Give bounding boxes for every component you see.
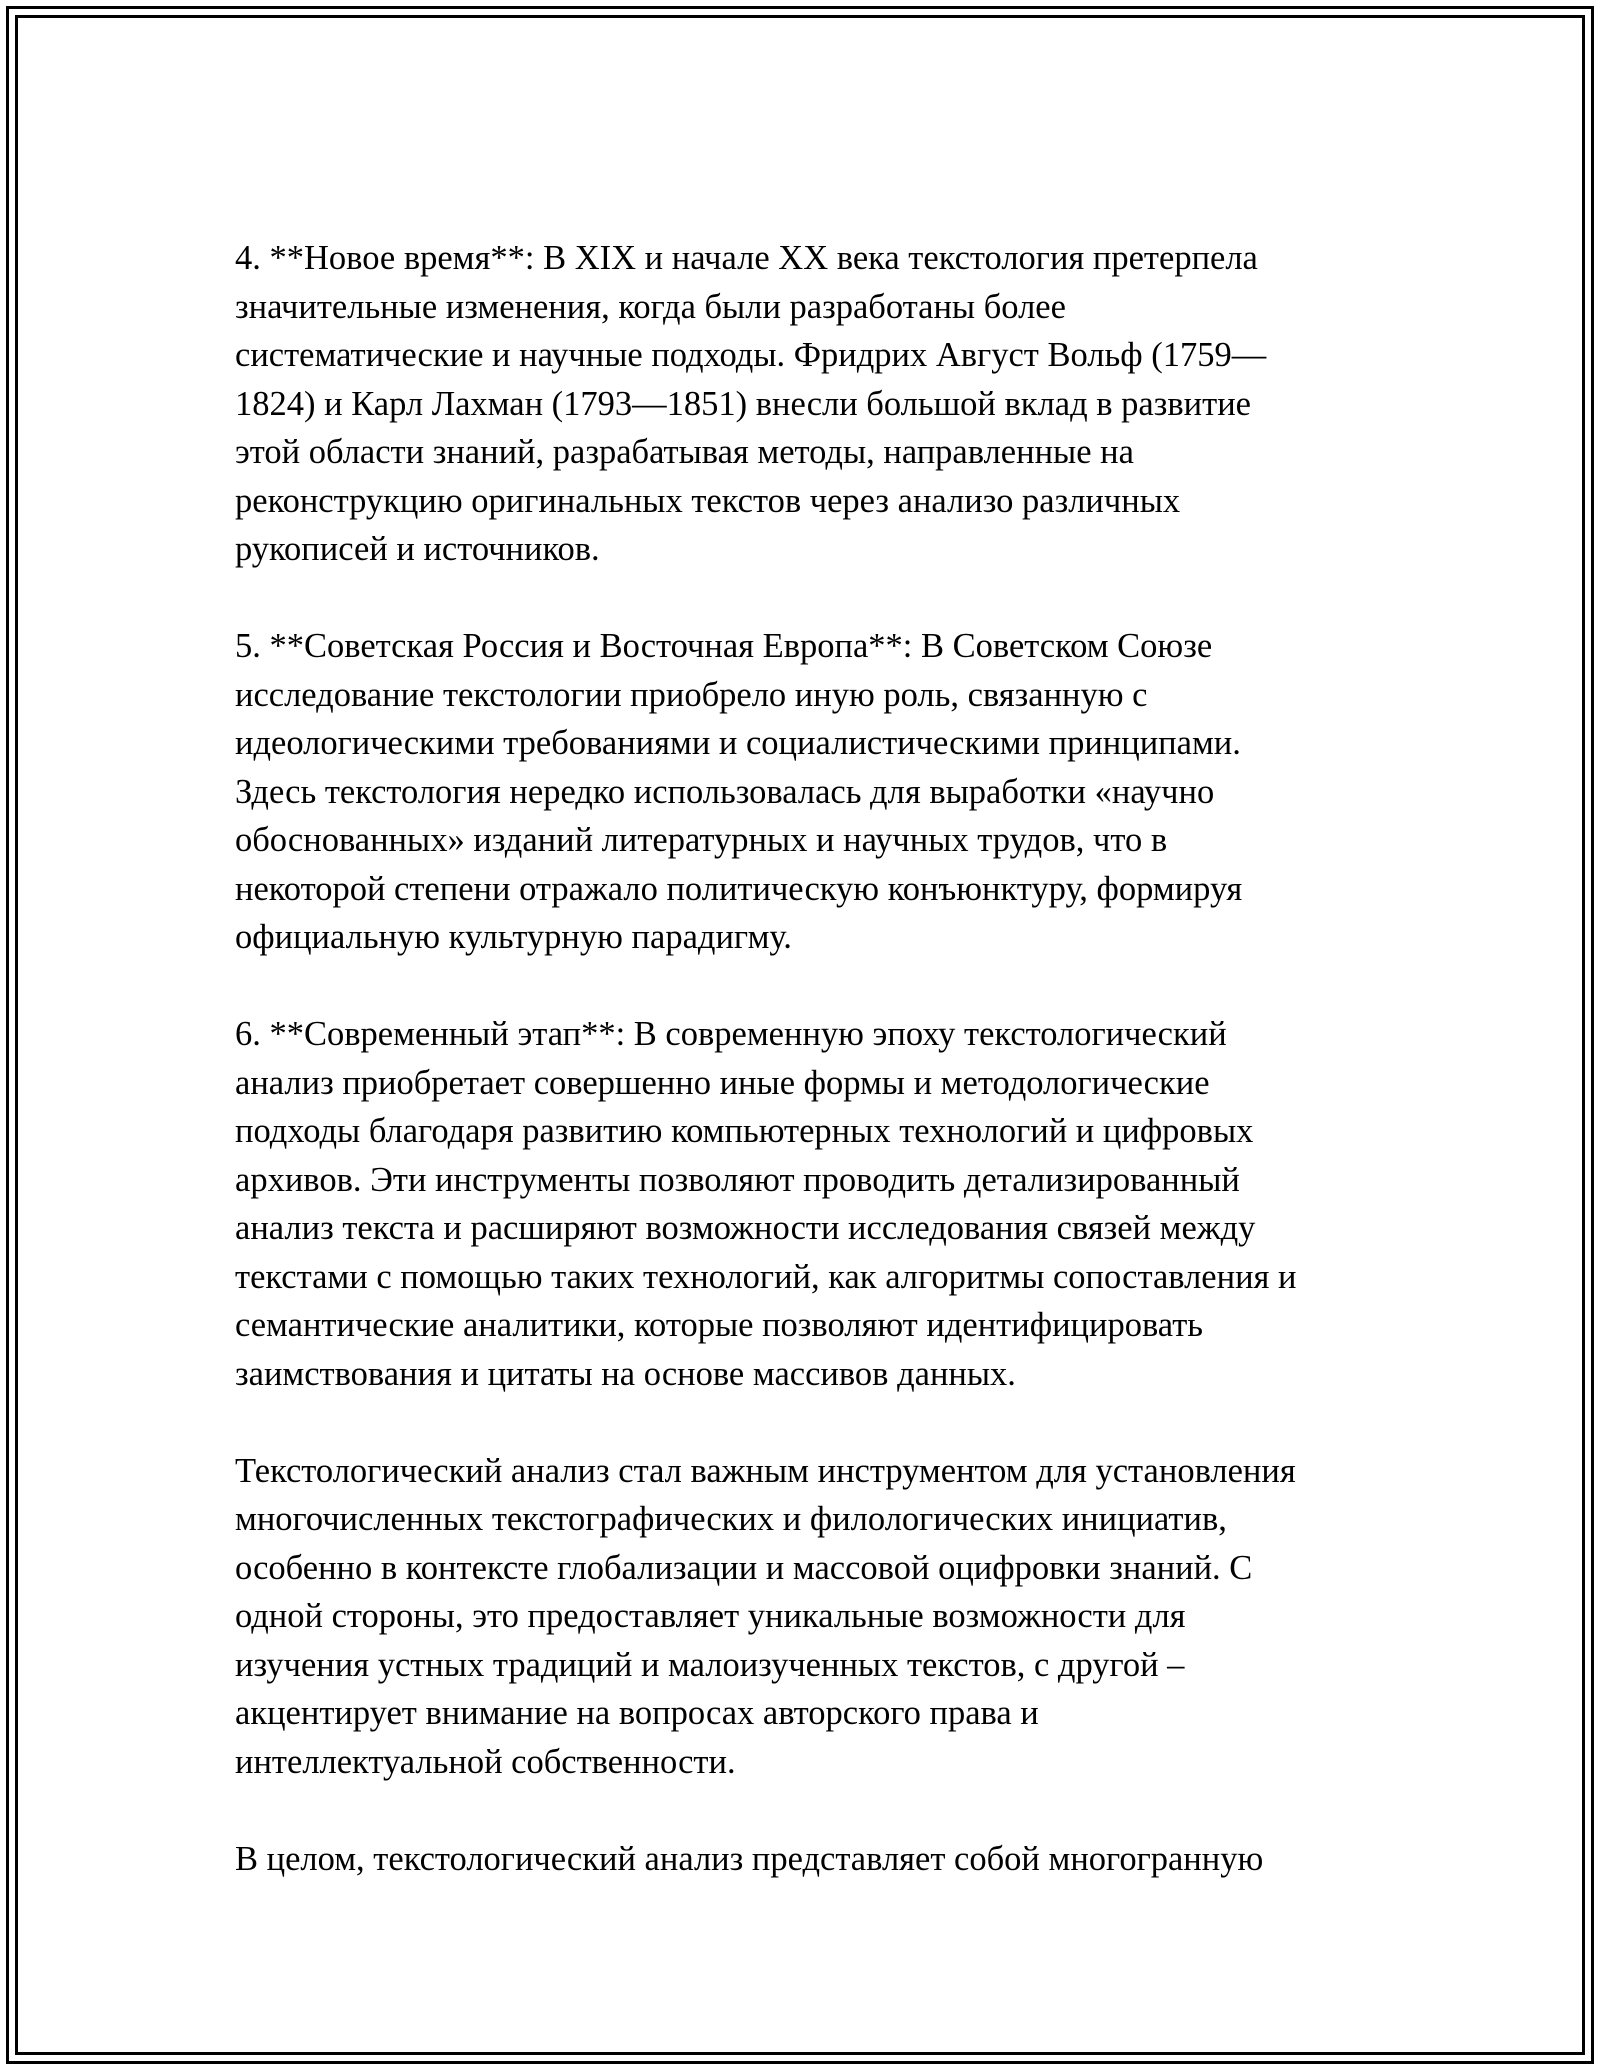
text-line: 4. **Новое время**: В XIX и начале XX века текстология претерпела bbox=[235, 239, 1258, 277]
text-line: 1824) и Карл Лахман (1793—1851) внесли большой вклад в развитие bbox=[235, 384, 1251, 423]
text-line: текстами с помощью таких технологий, как алгоритмы сопоставления и bbox=[235, 1257, 1297, 1296]
paragraph-soviet-russia bbox=[235, 622, 1395, 962]
text-line: 5. **Советская Россия и Восточная Европа**: В Советском Союзе bbox=[235, 627, 1213, 665]
text-line: В целом, текстологический анализ представляет собой многогранную bbox=[235, 1839, 1264, 1878]
text-line: обоснованных» изданий литературных и научных трудов, что в bbox=[235, 821, 1168, 859]
text-line: систематические и научные подходы. Фридрих Август Вольф (1759— bbox=[235, 336, 1267, 374]
text-line: интеллектуальной собственности. bbox=[235, 1742, 736, 1781]
text-line: акцентирует внимание на вопросах авторского права и bbox=[235, 1694, 1039, 1732]
text-line: значительные изменения, когда были разработаны более bbox=[235, 287, 1066, 326]
text-line: архивов. Эти инструменты позволяют проводить детализированный bbox=[235, 1160, 1240, 1199]
text-line: анализ приобретает совершенно иные формы и методологические bbox=[235, 1063, 1210, 1102]
document-body bbox=[235, 234, 1395, 1883]
text-line: заимствования и цитаты на основе массивов данных. bbox=[235, 1354, 1016, 1393]
text-line: официальную культурную парадигму. bbox=[235, 918, 792, 956]
paragraph-conclusion bbox=[235, 1835, 1395, 1884]
text-line: Текстологический анализ стал важным инструментом для установления bbox=[235, 1451, 1296, 1490]
text-line: реконструкцию оригинальных текстов через анализо различных bbox=[235, 481, 1181, 520]
paragraph-spacer bbox=[235, 1786, 1395, 1835]
paragraph-modern-stage bbox=[235, 1010, 1395, 1398]
paragraph-textological-analysis bbox=[235, 1447, 1395, 1787]
text-line: Здесь текстология нередко использовалась для выработки «научно bbox=[235, 772, 1215, 811]
text-line: подходы благодаря развитию компьютерных технологий и цифровых bbox=[235, 1112, 1254, 1150]
text-line: этой области знаний, разрабатывая методы, направленные на bbox=[235, 433, 1134, 471]
text-line: некоторой степени отражало политическую конъюнктуру, формируя bbox=[235, 869, 1243, 908]
document-page bbox=[6, 6, 1594, 2064]
text-line: идеологическими требованиями и социалистическими принципами. bbox=[235, 724, 1241, 762]
text-line: 6. **Современный этап**: В современную эпоху текстологический bbox=[235, 1015, 1227, 1053]
text-line: изучения устных традиций и малоизученных текстов, с другой – bbox=[235, 1645, 1185, 1684]
text-line: многочисленных текстографических и филологических инициатив, bbox=[235, 1500, 1227, 1538]
text-line: анализ текста и расширяют возможности исследования связей между bbox=[235, 1209, 1256, 1247]
paragraph-spacer bbox=[235, 574, 1395, 623]
text-line: исследование текстологии приобрело иную роль, связанную с bbox=[235, 675, 1148, 714]
paragraph-spacer bbox=[235, 1398, 1395, 1447]
text-line: семантические аналитики, которые позволяют идентифицировать bbox=[235, 1306, 1204, 1344]
paragraph-spacer bbox=[235, 962, 1395, 1011]
text-line: особенно в контексте глобализации и массовой оцифровки знаний. С bbox=[235, 1548, 1253, 1587]
text-line: одной стороны, это предоставляет уникальные возможности для bbox=[235, 1597, 1186, 1635]
text-line: рукописей и источников. bbox=[235, 530, 600, 568]
paragraph-new-era bbox=[235, 234, 1395, 574]
